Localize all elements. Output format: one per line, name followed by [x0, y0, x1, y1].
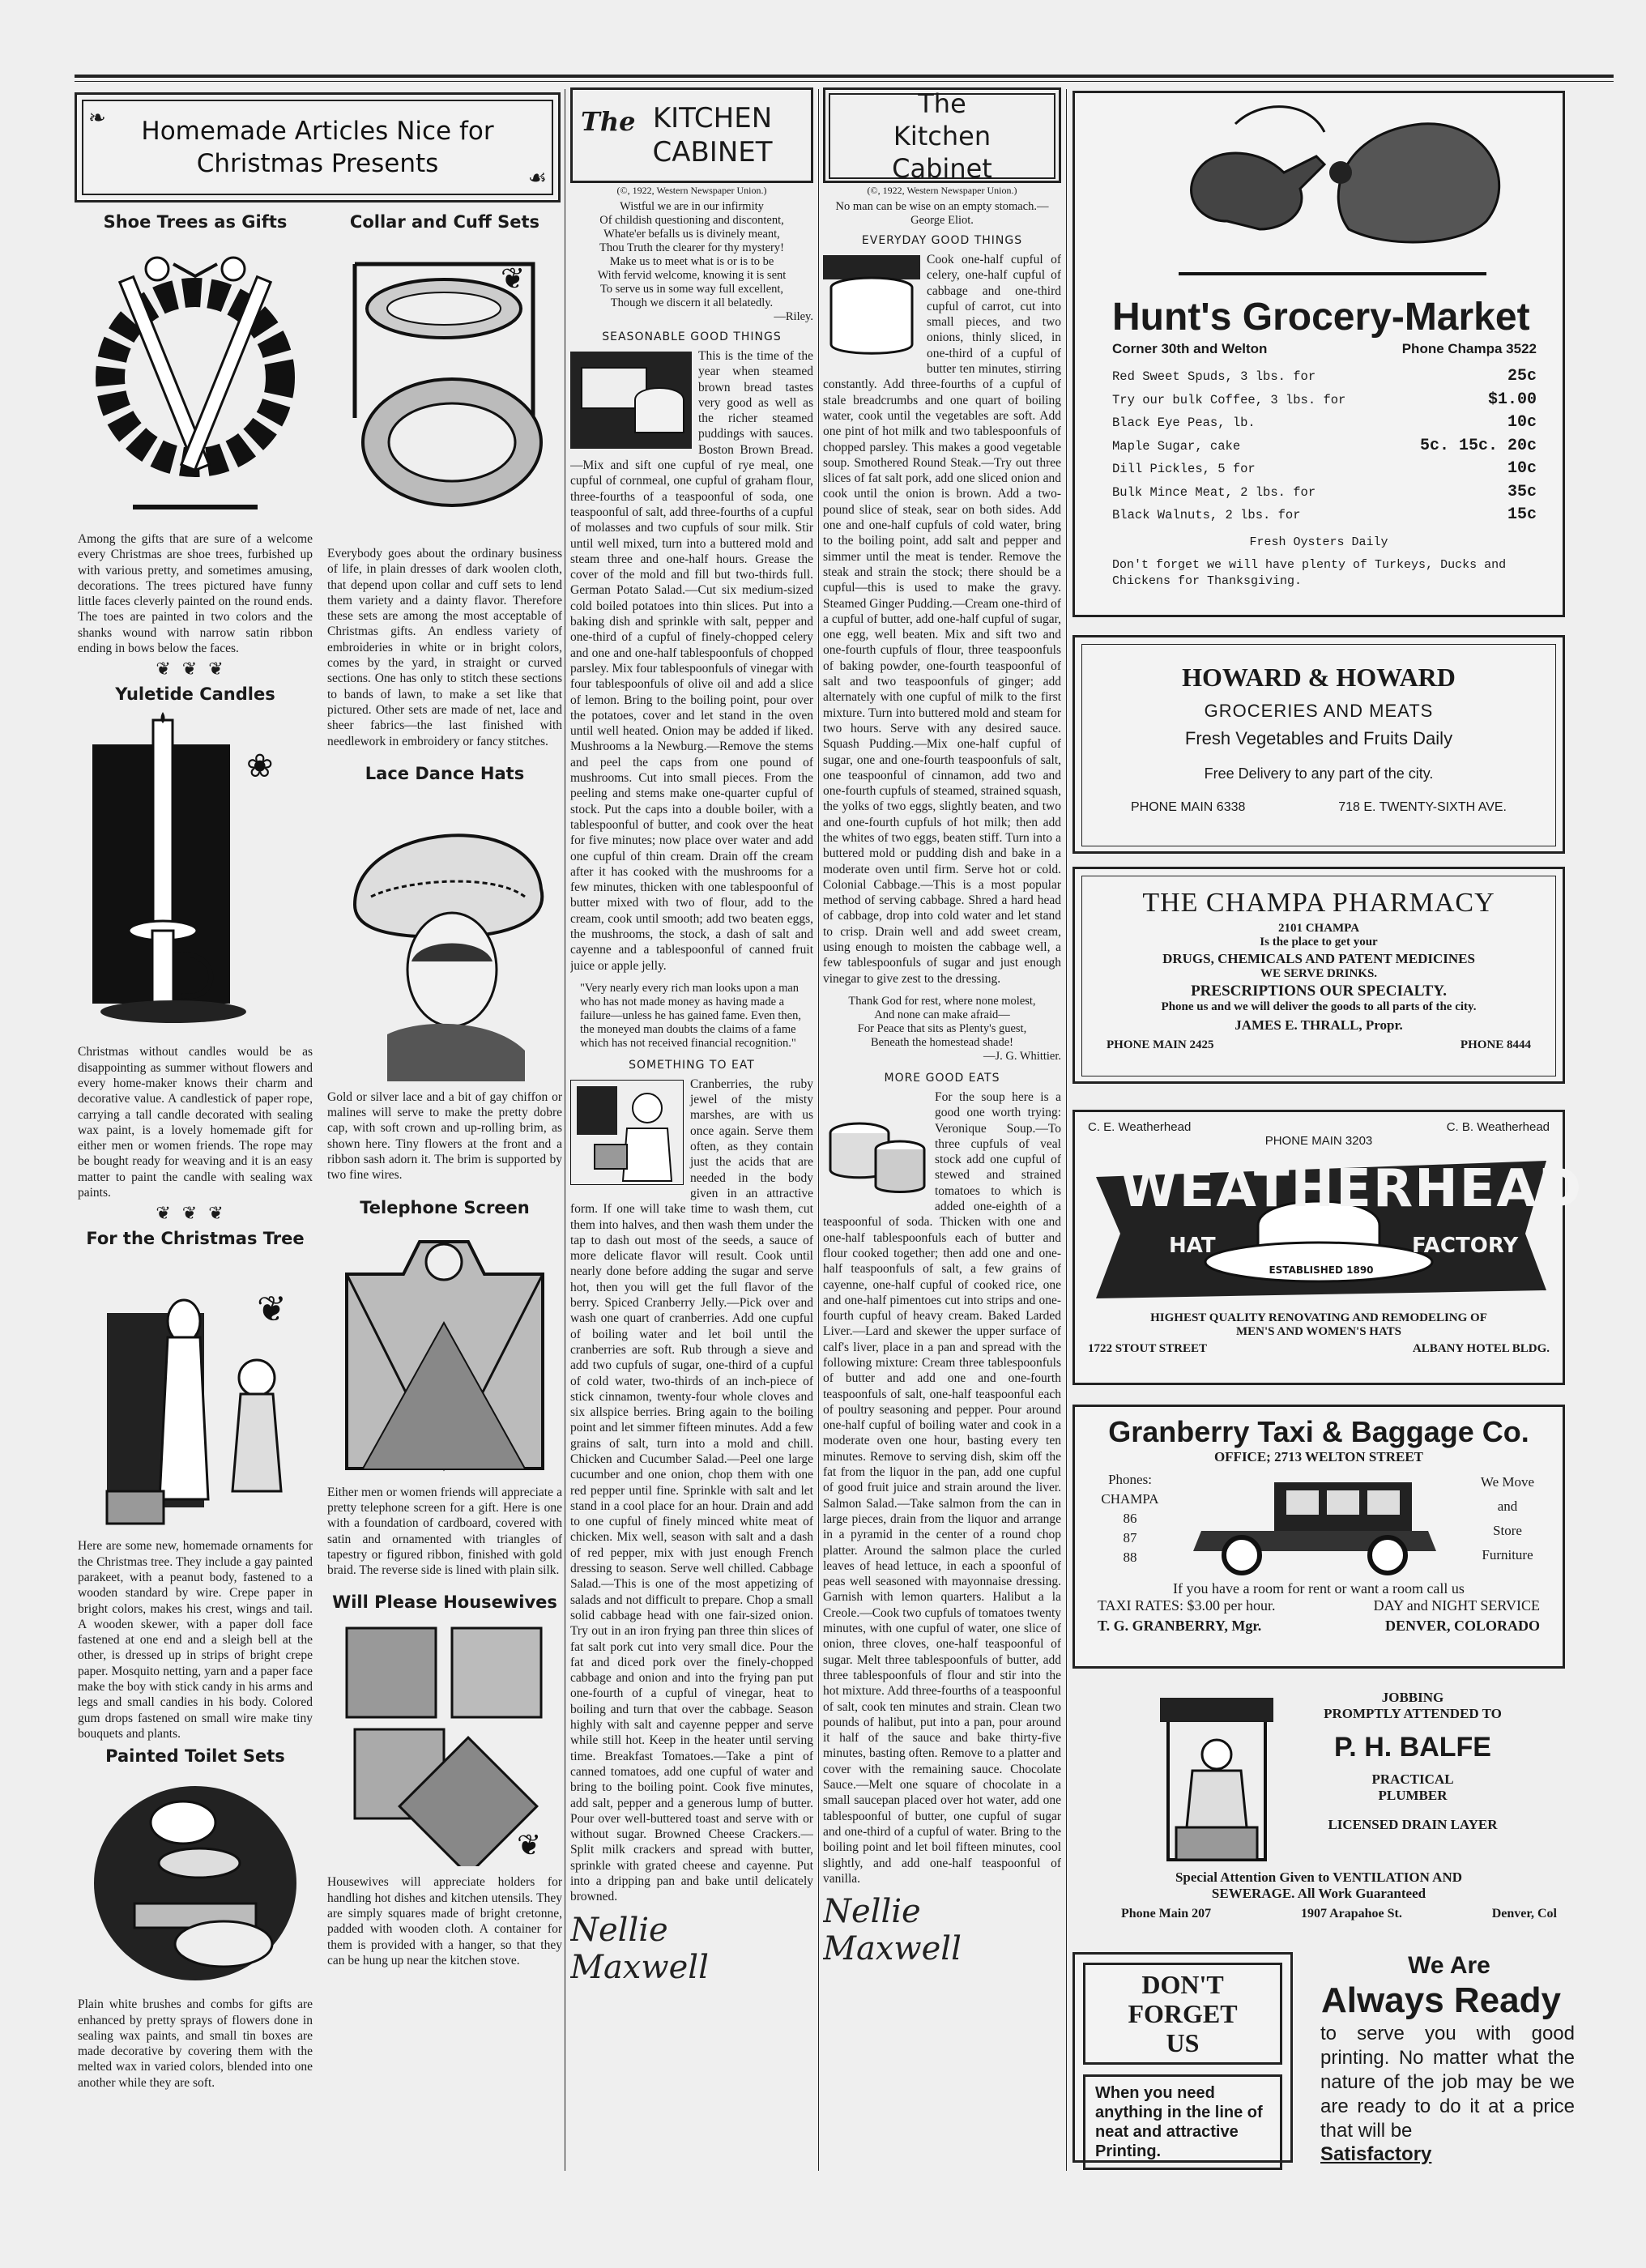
telephone-screen-illustration [330, 1226, 559, 1477]
section-title: Painted Toilet Sets [105, 1746, 285, 1767]
toilet-set-illustration [86, 1774, 305, 1989]
service-line: Furniture [1482, 1547, 1533, 1562]
subheading: SOMETHING TO EAT [629, 1058, 755, 1072]
candle-illustration [84, 712, 306, 1036]
column-divider [818, 89, 819, 2171]
copyright-line: (©, 1922, Western Newspaper Union.) [616, 185, 767, 196]
candle-icon [84, 712, 306, 1036]
granberry-middle [1090, 1470, 1548, 1575]
cooking-pot-icon [823, 255, 920, 360]
weatherhead-name: C. B. Weatherhead [1446, 1120, 1550, 1134]
svg-text:❦: ❦ [517, 1829, 542, 1863]
top-rule-thin [75, 81, 1614, 82]
service-line: Store [1493, 1523, 1522, 1538]
poem-line: Of childish questioning and discontent, [599, 214, 784, 227]
weatherhead-banner [1088, 1153, 1584, 1307]
subheading: SEASONABLE GOOD THINGS [602, 330, 782, 343]
weatherhead-address: ALBANY HOTEL BLDG. [1412, 1342, 1550, 1355]
granberry-title: Granberry Taxi & Baggage Co. [1108, 1415, 1529, 1448]
price-list [1081, 365, 1556, 527]
section-title: Telephone Screen [360, 1197, 530, 1217]
svg-text:❀: ❀ [246, 748, 274, 786]
granberry-phones [1090, 1470, 1171, 1567]
champa-line: Phone us and we will deliver the goods to all parts of the city. [1161, 1000, 1477, 1013]
service-line: and [1497, 1498, 1518, 1514]
pot-holders-icon [330, 1620, 559, 1866]
lace-hat-icon [330, 791, 559, 1081]
champa-line: Is the place to get your [1260, 936, 1378, 949]
turkey-icon [1081, 100, 1558, 294]
house-text: Housewives will appreciate holders for handling hot dishes and kitchen utensils. They are simply squares made of bright cretonne, padded with wooden cloth. A container for them is provided with a hanger, so that they can be hung up near the kitchen stove. [327, 1875, 562, 1967]
granberry-rates-row [1090, 1597, 1548, 1614]
collar-icon [330, 240, 559, 538]
granberry-city: DENVER, COLORADO [1384, 1618, 1540, 1634]
howard-address: 718 E. TWENTY-SIXTH AVE. [1338, 800, 1507, 814]
ornament-divider: ❦❦❦ [156, 659, 235, 680]
howard-line: GROCERIES AND MEATS [1204, 701, 1434, 721]
top-rule [75, 75, 1614, 78]
section-title: Shoe Trees as Gifts [103, 212, 288, 232]
ad-champa-pharmacy [1072, 867, 1565, 1084]
bread-illustration [570, 352, 692, 449]
hunts-title: Hunt's Grocery-Market [1112, 296, 1530, 339]
poem-line: With fervid welcome, knowing it is sent [597, 269, 787, 282]
champa-inner [1081, 876, 1556, 1076]
poem-line: Wistful we are in our infirmity [620, 200, 764, 213]
dont-forget-header [1083, 1963, 1282, 2065]
poem-line: Beneath the homestead shade! [871, 1035, 1013, 1049]
champa-line: WE SERVE DRINKS. [1260, 967, 1378, 980]
item-name: Black Walnuts, 2 lbs. for [1112, 508, 1301, 522]
balfe-text [1291, 1690, 1534, 1833]
item-price: $1.00 [1487, 390, 1537, 409]
scroll-ornament-icon: ❧ [88, 106, 106, 130]
champa-title: THE CHAMPA PHARMACY [1142, 888, 1495, 918]
column-3 [570, 87, 813, 2161]
item-name: Bulk Mince Meat, 2 lbs. for [1112, 484, 1316, 500]
howard-line: Fresh Vegetables and Fruits Daily [1184, 728, 1453, 748]
toilet-text: Plain white brushes and combs for gifts are enhanced by pretty sprays of flowers done in sealing wax paints, and small tin boxes are made decorative by covering them with the melted wax in varied colors, blended into one another while they are soft. [78, 1997, 313, 2090]
balfe-line: Special Attention Given to VENTILATION AND [1175, 1869, 1463, 1885]
weatherhead-line: HIGHEST QUALITY RENOVATING AND REMODELING OF [1150, 1311, 1487, 1324]
plumber-figure-icon [1144, 1690, 1290, 1868]
granberry-footer [1090, 1618, 1548, 1635]
masthead-frame [829, 88, 1055, 184]
granberry-service: DAY and NIGHT SERVICE [1373, 1597, 1540, 1614]
ready-title: Always Ready [1321, 1980, 1561, 2020]
poem [823, 995, 1061, 1064]
copyright-line: (©, 1922, Western Newspaper Union.) [867, 185, 1017, 196]
service-line: We Move [1480, 1474, 1535, 1490]
ready-body: to serve you with good printing. No matter what the nature of the job may be we are ready to do it at a price that will be [1320, 2023, 1575, 2142]
section-text: For the soup here is a good one worth trying: Veronique Soup.—To three cupfuls of veal stock add one cupful of stewed and strained tomatoes to which is added one-eighth of a teaspoonful of soda. Thicken with one and one-half tablespoonfuls each of butter and flour cooked together; then add one and one-half teaspoonfuls of salt, a few grains of cayenne, one-half cupful of cooked rice, one and one-half pimentoes cut into strips and one-fourth cupful of heavy cream. Baked Larded Liver.—Lard and skewer the upper surface of calf's liver, place in a pan and spread with the following mixture: Cream three tablespoonfuls of butter and add one and one-fourth teaspoonfuls of salt, one-half teaspoonful each of poultry seasoning and pepper. Pour around one-half cupful of boiling water and cook in a moderate oven one hour, basting every ten minutes. Remove to serving dish, skim off the fat from the liquor in the pan, add one cupful of good fruit juice and strain around the liver. Salmon Salad.—Take salmon from the can in large pieces, drain from the liquor and arrange in a pyramid in the center of a round chop platter. Around the salmon place the curled leaves of head lettuce, in each a spoonful of peas well seasoned with mayonnaise dressing. Garnish with lemon quarters. Halibut a la Creole.—Cook two cupfuls of tomatoes twenty minutes, with one cupful of water, one slice of onion, three cloves, one-half teaspoonful of sugar. Melt three tablespoonfuls of butter, add three tablespoonfuls of flour and stir into the hot mixture. Add three-fourths of a teaspoonful of salt, cook ten minutes and strain. Clean two pounds of halibut, put into a pan, pour around it half of the sauce and bake thirty-five minutes, basting often. Remove to a platter and cover with the remaining sauce. Chocolate Sauce.—Melt one square of chocolate in a small saucepan placed over hot water, add one tablespoonful of butter, one cupful of sugar and one-third of a cupful of water. Bring to the boiling point and let boil fifteen minutes, cool slightly, and add one-half teaspoonful of vanilla. [823, 1089, 1061, 1886]
masthead-the: The [581, 106, 636, 137]
price-row [1112, 411, 1537, 435]
phones-exchange: CHAMPA [1101, 1491, 1159, 1507]
turkey-illustration [1081, 100, 1556, 294]
kitchen-cabinet-masthead [823, 87, 1061, 183]
pots-illustration [823, 1093, 928, 1198]
balfe-name: P. H. BALFE [1334, 1732, 1491, 1763]
masthead-title: The Kitchen Cabinet [892, 88, 992, 184]
item-name: Dill Pickles, 5 for [1112, 462, 1256, 476]
lace-hat-illustration [330, 791, 559, 1081]
shoe-trees-illustration [84, 240, 306, 522]
brush-set-icon [86, 1774, 305, 1989]
granberry-office: OFFICE; 2713 WELTON STREET [1213, 1449, 1424, 1464]
ad-granberry-taxi [1072, 1405, 1565, 1669]
phones-label: Phones: [1108, 1472, 1152, 1487]
svg-text:❦: ❦ [257, 1289, 287, 1331]
tree-text: Here are some new, homemade ornaments for the Christmas tree. They include a gay painted parakeet, with a peanut body, fastened to a wooden standard by wire. Crepe paper in bright colors, makes his crest, wings and tail. A wooden skewer, with a paper doll face fastened at one end and a sleigh bell at the other, is dressed up in strips of bright crepe paper. Mosquito netting, yarn and a paper face make the boy with stick candy in his arms and legs and small candies in his body. Colored gum drops fastened on small wire make tiny bouquets and plants. [78, 1539, 313, 1741]
column-divider [1066, 89, 1067, 2171]
epigraph: No man can be wise on an empty stomach.—George Eliot. [835, 200, 1049, 227]
balfe-contact-row [1072, 1907, 1565, 1921]
granberry-rates: TAXI RATES: $3.00 per hour. [1098, 1597, 1276, 1614]
price-row [1112, 481, 1537, 505]
poem [570, 200, 813, 324]
poem-line: For Peace that sits as Plenty's guest, [857, 1021, 1027, 1035]
banner-title: Homemade Articles Nice for Christmas Presents [141, 117, 494, 178]
dont-forget-body: When you need anything in the line of neat and attractive Printing. [1083, 2074, 1282, 2170]
scroll-ornament-icon: ☙ [527, 166, 547, 190]
shoe-trees-icon [84, 240, 306, 522]
ornament-divider: ❦❦❦ [156, 1204, 235, 1225]
price-row [1112, 365, 1537, 389]
banner-inner-frame [82, 100, 553, 195]
champa-address: 2101 CHAMPA [1277, 922, 1360, 935]
banner-hat: HAT [1169, 1234, 1216, 1258]
dont-forget-title: US [1166, 2028, 1200, 2057]
item-name: Maple Sugar, cake [1112, 438, 1241, 454]
ad-hunts-grocery [1072, 91, 1565, 617]
masthead-title: KITCHEN CABINET [652, 102, 773, 168]
section-text: Cranberries, the ruby jewel of the misty marshes, are with us once again. Serve them often, as they contain just the acids that are needed in the body given in an attractive form. If one will take time to wash them, cut them into halves, and then wash them under the tap to dash out most of the seeds, a sauce of more delicate flavor will result. Cook until nearly done before adding the sugar and serve hot, then you will get the full flavor of the berry. Spiced Cranberry Jelly.—Pick over and wash one quart of cranberries. Add one cupful of boiling water and let boil until the cranberries are soft. Rub through a sieve and add two cupfuls of sugar, one-third of a cupful of cold water, two-thirds of an inch-piece of stick cinnamon, twenty-four whole cloves and six allspice berries. Bring again to the boiling point and let simmer fifteen minutes. Add a few grains of salt, turn into a mold and chill. Chicken and Cucumber Salad.—Peel one large cucumber and one onion, chop them with one red pepper until fine. Sprinkle with salt and let stand in a cool place for an hour. Drain and add to one cupful of finely minced white meat of chicken. Mix well, season with salt and a dash of red pepper, mix with just enough French dressing to season. Serve well chilled. Cabbage Salad.—This is one of the most appetizing of salads and not difficult to prepare. Chop a small solid cabbage head with one fair-sized onion. Try out in an iron frying pan three thin slices of fat salt pork cut into very small dice. Pour the fat and diced pork over the finely-chopped cabbage and onion and into the frying pan put one-fourth of a cupful of vinegar, heat to boiling and turn that over the cabbage. Season highly with salt and cayenne pepper and serve while still hot. Keep in the heater until serving time. Breakfast Tomatoes.—Take a pint of canned tomatoes, add one cupful of water and bring to the boiling point. Cook five minutes, add salt, pepper and a generous lump of butter. Pour over well-buttered toast and serve with or without sugar. Browned Cheese Crackers.—Split milk crackers and spread with butter, sprinkle with grated cheese and cayenne. Put into a dripping pan and bake until delicately browned. [570, 1076, 813, 1904]
holders-illustration [330, 1620, 559, 1866]
weatherhead-name: C. E. Weatherhead [1088, 1120, 1192, 1134]
quote: "Very nearly every rich man looks upon a man who has not made money as having made a failure—unless he has gained fame. Even then, the moneyed man doubts the claims of a fame which has not received financial recognition." [580, 981, 801, 1050]
lace-text: Gold or silver lace and a bit of gay chiffon or malines will serve to make the pretty dobre cap, with soft crown and up-rolling brim, as shown here. Tiny flowers at the front and a ribbon sash adorn it. The brim is supported by two fine wires. [327, 1089, 562, 1183]
christmas-tree-ornaments-illustration [83, 1256, 308, 1532]
section-title: Yuletide Candles [115, 684, 275, 705]
champa-line: PRESCRIPTIONS OUR SPECIALTY. [1191, 983, 1447, 1000]
collar-cuff-illustration [330, 240, 559, 538]
phone-number: 87 [1123, 1530, 1137, 1545]
woman-reading-illustration [570, 1080, 684, 1185]
balfe-address: 1907 Arapahoe St. [1300, 1907, 1402, 1921]
pot-illustration [823, 255, 920, 360]
shoe-text: Among the gifts that are sure of a welcome every Christmas are shoe trees, furbished up with various pretty, and sometimes amusing, decorations. The trees pictured have funny little faces cleverly painted on the round ends. The toes are painted in two colors and the shanks wound with narrow satin ribbon ending in bows below the faces. [78, 532, 313, 656]
granberry-manager: T. G. GRANBERRY, Mgr. [1098, 1618, 1262, 1634]
header-banner [75, 92, 561, 202]
weatherhead-line: MEN'S AND WOMEN'S HATS [1235, 1325, 1402, 1338]
candles-text: Christmas without candles would be as disappointing as summer without flowers and every home-maker knows their charm and decorative value. A candlestick of paper rope, carrying a tall candle decorated with sealing wax paint, is a lovely homemade gift for either men or women friends. The rope may be bought ready for weaving and it is an easy matter to paint the candle with sealing wax paints. [78, 1045, 313, 1200]
howard-line: Free Delivery to any part of the city. [1204, 765, 1434, 782]
granberry-line: If you have a room for rent or want a room call us [1173, 1580, 1465, 1597]
svg-text:❦: ❦ [501, 262, 526, 296]
howard-phone: PHONE MAIN 6338 [1131, 800, 1246, 814]
balfe-phone: Phone Main 207 [1121, 1907, 1212, 1921]
signature: Nellie Maxwell [823, 1893, 962, 1968]
section-title: Will Please Housewives [332, 1592, 557, 1613]
champa-phone: PHONE MAIN 2425 [1107, 1038, 1214, 1051]
item-name: Black Eye Peas, lb. [1112, 416, 1256, 430]
weatherhead-address: 1722 STOUT STREET [1088, 1342, 1208, 1355]
banner-word: WEATHERHEAD [1120, 1159, 1584, 1219]
section-text: This is the time of the year when steamed brown bread tastes very good as well as the richer steamed puddings with sauces. Boston Brown Bread.—Mix and sift one cupful of rye meal, one cupful of cornmeal, one cupful of graham flour, three-fourths of a teaspoonful of soda, one teaspoonful of salt, add three-fourths of a cupful of molasses and two cupfuls of sour milk. Stir until well mixed, turn into a buttered mold and steam three and one-half hours. Grease the cover of the mold and fill but two-thirds full. German Potato Salad.—Cut six medium-sized cold boiled potatoes into thin slices. Put into a baking dish and sprinkle with salt, pepper and one-third of a cupful of finely-chopped celery and one and one-half tablespoonfuls of chopped parsley. Mix four tablespoonfuls of vinegar with four tablespoonfuls of olive oil and add a slice of lemon. Bring to the boiling point, pour over the potatoes, cover and let stand in the oven until well heated. Onion may be added if liked. Mushrooms a la Newburg.—Remove the stems and peel the caps from one pound of mushrooms. Cut into small pieces. From the peeling and stems make one-quarter cupful of stock. Put the caps into a double boiler, with a tablespoonful of butter, and cook over the heat for five minutes; now place over water and add one cupful of thin cream. Drain off the cream after it has cooked with the mushrooms for a few minutes, thicken with one tablespoonful of butter mixed with two of flour, add to the cream, cook until smooth; add two beaten eggs, the mushrooms, the stock, a dash of salt and cayenne and a tablespoonful of canned fruit juice or apple jelly. [570, 349, 813, 973]
ready-tail: Satisfactory [1320, 2143, 1432, 2165]
price-row [1112, 458, 1537, 481]
champa-proprietor: JAMES E. THRALL, Propr. [1234, 1017, 1403, 1033]
item-name: Red Sweet Spuds, 3 lbs. for [1112, 369, 1316, 384]
balfe-line: PRACTICAL [1371, 1771, 1454, 1787]
poem-line: Though we discern it all belatedly. [610, 296, 774, 309]
weatherhead-phone: PHONE MAIN 3203 [1264, 1134, 1373, 1148]
balfe-city: Denver, Col [1491, 1907, 1557, 1921]
item-price: 35c [1507, 482, 1537, 501]
granberry-services [1467, 1470, 1548, 1567]
telephone-screen-icon [330, 1226, 559, 1477]
saucepans-icon [823, 1093, 928, 1198]
balfe-footer [1072, 1869, 1565, 1921]
hunts-phone: Phone Champa 3522 [1401, 341, 1537, 356]
balfe-line: SEWERAGE. All Work Guaranteed [1211, 1886, 1426, 1901]
howard-footer [1082, 800, 1555, 815]
weatherhead-names [1088, 1120, 1550, 1134]
hunts-note: Don't forget we will have plenty of Turkeys, Ducks and Chickens for Thanksgiving. [1112, 557, 1507, 588]
ornaments-icon [83, 1256, 308, 1532]
ad-balfe-plumber [1072, 1685, 1565, 1938]
section-text: Cook one-half cupful of celery, one-half cupful of cabbage and one-third cupful of carrot, cut into small pieces, and two onions, thinly sliced, in one-third of a cupful of butter ten minutes, stirring constantly. Add three-fourths of a cupful of stale breadcrumbs and one quart of boiling water, cook until the vegetables are soft. Add one pint of hot milk and two tablespoonfuls of chopped parsley. This makes a good vegetable soup. Smothered Round Steak.—Try out three slices of fat salt pork, add one sliced onion and cook until the onion is brown. Add a two-pound slice of steak, sear on both sides. Add one and one-half cupfuls of cold water, bring to the boiling point, add salt and pepper and simmer until the meat is tender. Remove the steak and strain the stock; there should be a cupful—this is used to make the gravy. Steamed Ginger Pudding.—Cream one-third of a cupful of butter, add one-half cupful of sugar, one egg, well beaten. Mix and sift two and one-fourth cupfuls of flour, three teaspoonfuls of baking powder, one-fourth teaspoonful of salt and two teaspoonfuls of ginger; add alternately with one cupful of milk to the first mixture. Turn into buttered mold and steam for two hours. Serve with any desired sauce. Squash Pudding.—Mix one-half cupful of sugar, one and one-fourth teaspoonfuls of salt, one teaspoonful of cinnamon, add two and one-fourth cupfuls of steamed, strained squash, the yolks of two eggs, slightly beaten, and two and one-fourth cupfuls of hot milk; then add the whites of two eggs, beaten stiff. Turn into a buttered mold or pudding dish and bake in a moderate oven until firm. Serve hot or cold. Colonial Cabbage.—This is a most popular method of serving cabbage. Shred a hard head of cabbage, drop into cold water and let stand to crisp. Drain well and add sweet cream, using enough to moisten the cabbage well, a few tablespoonfuls of sugar and just enough vinegar to give zest to the dressing. [823, 253, 1061, 986]
balfe-line: PROMPTLY ATTENDED TO [1324, 1706, 1502, 1721]
howard-title: HOWARD & HOWARD [1182, 663, 1456, 692]
section-title: Lace Dance Hats [365, 763, 525, 783]
poem-line: Make us to meet what is or is to be [609, 255, 774, 268]
weatherhead-addresses [1088, 1342, 1550, 1356]
section-title: Collar and Cuff Sets [349, 212, 540, 232]
champa-phones [1082, 1038, 1555, 1052]
banner-established: ESTABLISHED 1890 [1269, 1264, 1374, 1276]
phone-number: 86 [1123, 1511, 1137, 1526]
dont-forget-title: DON'T FORGET [1128, 1970, 1238, 2028]
item-price: 10c [1507, 459, 1537, 478]
ready-title: We Are [1408, 1952, 1490, 1979]
poem-line: Thank God for rest, where none molest, [848, 994, 1036, 1008]
balfe-line: PLUMBER [1378, 1788, 1448, 1803]
poem-line: Thou Truth the clearer for thy mystery! [599, 241, 784, 254]
poem-line: And none can make afraid— [874, 1008, 1010, 1021]
taxi-car-icon [1185, 1470, 1452, 1575]
column-1 [78, 207, 313, 2184]
hunts-fresh: Fresh Oysters Daily [1249, 535, 1388, 549]
poem-attribution: —Riley. [774, 310, 813, 323]
item-price: 15c [1507, 505, 1537, 524]
section-title: For the Christmas Tree [86, 1229, 305, 1249]
subheading: EVERYDAY GOOD THINGS [861, 234, 1023, 247]
item-price: 25c [1507, 367, 1537, 386]
hunts-address: Corner 30th and Welton [1112, 341, 1268, 356]
ad-weatherhead [1072, 1110, 1584, 1385]
poem-line: To serve us in some way full excellent, [599, 283, 784, 296]
phone-text: Either men or women friends will appreciate a pretty telephone screen for a gift. Here is one with a foundation of cardboard, covered with satin and ornamented with triangles of tapestry or figured ribbon, finished with gold braid. The reverse side is lined with plain silk. [327, 1485, 562, 1578]
price-row [1112, 389, 1537, 412]
kitchen-cabinet-masthead [570, 87, 813, 183]
hunts-address-row [1081, 341, 1556, 357]
balfe-line: LICENSED DRAIN LAYER [1328, 1817, 1498, 1832]
ad-dont-forget [1072, 1952, 1293, 2163]
howard-inner [1081, 644, 1556, 846]
balfe-line: JOBBING [1381, 1690, 1444, 1705]
price-row [1112, 435, 1537, 458]
woman-reading-icon [570, 1080, 684, 1185]
banner-factory: FACTORY [1412, 1234, 1519, 1258]
poem-line: Whate'er befalls us is divinely meant, [603, 228, 780, 241]
item-price: 10c [1507, 413, 1537, 432]
ad-howard [1072, 635, 1565, 854]
phone-number: 88 [1123, 1550, 1137, 1565]
price-row [1112, 504, 1537, 527]
signature: Nellie Maxwell [570, 1911, 709, 1986]
collar-text: Everybody goes about the ordinary business of life, in plain dresses of dark woolen cloth, that depend upon collar and cuff sets to lend them variety and a dainty flavor. Therefore these sets are among the most acceptable of Christmas gifts. An endless variety of embroideries in white or in bright colors, comes by the yard, in straight or curved sections. One has only to stitch these sections to bands of lawn, to make a set like that pictured. Other sets are made of net, lace and sheer fabrics—the last finished with needlework in embroidery or fancy stitches. [327, 547, 562, 748]
champa-line: DRUGS, CHEMICALS AND PATENT MEDICINES [1162, 951, 1475, 966]
champa-phone: PHONE 8444 [1460, 1038, 1531, 1051]
column-2 [327, 207, 562, 2184]
ad-always-ready [1307, 1952, 1575, 2171]
poem-attribution: —J. G. Whittier. [983, 1049, 1061, 1063]
subheading: MORE GOOD EATS [884, 1071, 1000, 1085]
item-name: Try our bulk Coffee, 3 lbs. for [1112, 392, 1346, 407]
column-4 [823, 87, 1061, 2161]
bread-loaf-icon [570, 352, 692, 449]
item-price: 5c. 15c. 20c [1419, 436, 1537, 455]
